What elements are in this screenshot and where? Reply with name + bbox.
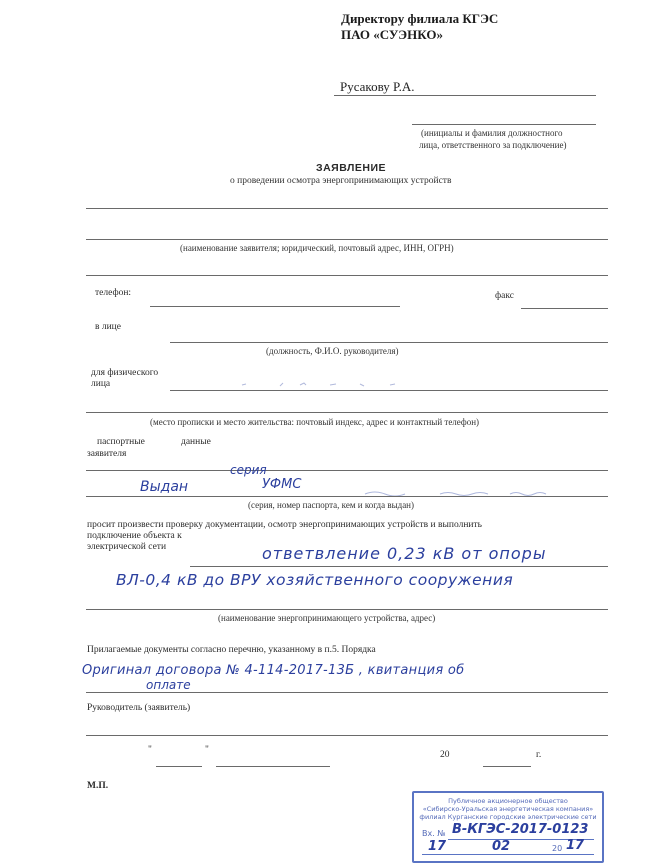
recipient-caption-2: лица, ответственного за подключение) (419, 140, 567, 150)
representative-field (170, 342, 608, 343)
request-line-3: электрической сети (87, 542, 167, 552)
year-suffix: г. (536, 750, 542, 760)
recipient-underline (334, 95, 596, 96)
seal-label: М.П. (87, 781, 109, 791)
residence-field-2 (86, 412, 608, 413)
recipient-caption-underline (412, 124, 596, 125)
handwriting-docs-line-1: Оригинал договора № 4-114-2017-13Б , квитанция об (82, 663, 465, 678)
registration-stamp (412, 791, 604, 863)
addressee-line-2: ПАО «СУЭНКО» (341, 27, 443, 42)
recipient-caption-1: (инициалы и фамилия должностного (421, 128, 563, 138)
handwriting-passport-issued: Выдан (140, 479, 189, 495)
phone-field (150, 306, 400, 307)
stamp-year: 17 (566, 838, 585, 853)
recipient-name: Русакову Р.А. (340, 79, 415, 94)
document-subtitle: о проведении осмотра энергопринимающих устройств (230, 176, 452, 186)
residence-caption: (место прописки и место жительства: почтовый индекс, адрес и контактный телефон) (150, 417, 480, 427)
stamp-year-prefix: 20 (552, 844, 563, 853)
year-field (483, 766, 531, 767)
handwriting-device-line-2: ВЛ-0,4 кВ до ВРУ хозяйственного сооружения (116, 571, 514, 589)
addressee-line-1: Директору филиала КГЭС (341, 11, 499, 26)
device-field-2 (86, 609, 608, 610)
stamp-reg-prefix: Вх. № (422, 829, 446, 838)
handwriting-device-line-1: ответвление 0,23 кВ от опоры (262, 544, 547, 563)
passport-label-1: паспортные (97, 437, 145, 447)
handwriting-passport-office: УФМС (262, 477, 302, 492)
document-title: ЗАЯВЛЕНИЕ (316, 162, 387, 174)
represented-by-label: в лице (95, 322, 121, 332)
phone-label: телефон: (95, 288, 132, 298)
applicant-line-2 (86, 239, 608, 240)
day-field (156, 766, 202, 767)
handwriting-docs-line-2: оплате (146, 678, 191, 692)
attached-docs-label: Прилагаемые документы согласно перечню, указанному в п.5. Порядка (87, 645, 376, 655)
date-open-quote: " (148, 745, 152, 755)
head-field (86, 735, 608, 736)
handwriting-passport-series: серия (230, 463, 267, 477)
applicant-line-1 (86, 208, 608, 209)
device-caption: (наименование энергопринимающего устройства, адрес) (218, 613, 436, 623)
stamp-day: 17 (428, 839, 447, 854)
month-field (216, 766, 330, 767)
head-label: Руководитель (заявитель) (87, 703, 191, 713)
stamp-date-underline (422, 854, 594, 855)
applicant-line-3 (86, 275, 608, 276)
faint-handwriting-marks (240, 376, 410, 386)
stamp-line-2: «Сибирско-Уральская энергетическая компания» (422, 805, 594, 813)
request-line-1: просит произвести проверку документации, осмотр энергопринимающих устройств и выполнить (87, 520, 482, 530)
representative-caption: (должность, Ф.И.О. руководителя) (266, 346, 399, 356)
passport-caption: (серия, номер паспорта, кем и когда выдан) (248, 500, 414, 510)
residence-field-1 (170, 390, 608, 391)
stamp-line-1: Публичное акционерное общество (448, 797, 568, 805)
individual-label-1: для физического (91, 368, 159, 378)
docs-field-1 (86, 692, 608, 693)
stamp-month: 02 (492, 839, 511, 854)
passport-field-2 (86, 496, 608, 497)
individual-label-2: лица (91, 379, 111, 389)
device-field-1 (190, 566, 608, 567)
passport-label-3: заявителя (87, 449, 127, 459)
applicant-caption: (наименование заявителя; юридический, почтовый адрес, ИНН, ОГРН) (180, 243, 454, 253)
fax-field (521, 308, 608, 309)
request-line-2: подключение объекта к (87, 531, 182, 541)
passport-field-1 (86, 470, 608, 471)
year-prefix: 20 (440, 750, 450, 760)
stamp-line-3: филиал Курганские городские электрические сети (419, 813, 597, 821)
passport-label-2: данные (181, 437, 211, 447)
date-close-quote: " (205, 745, 209, 755)
fax-label: факс (495, 291, 514, 301)
stamp-reg-number: В-КГЭС-2017-0123 (452, 822, 589, 837)
